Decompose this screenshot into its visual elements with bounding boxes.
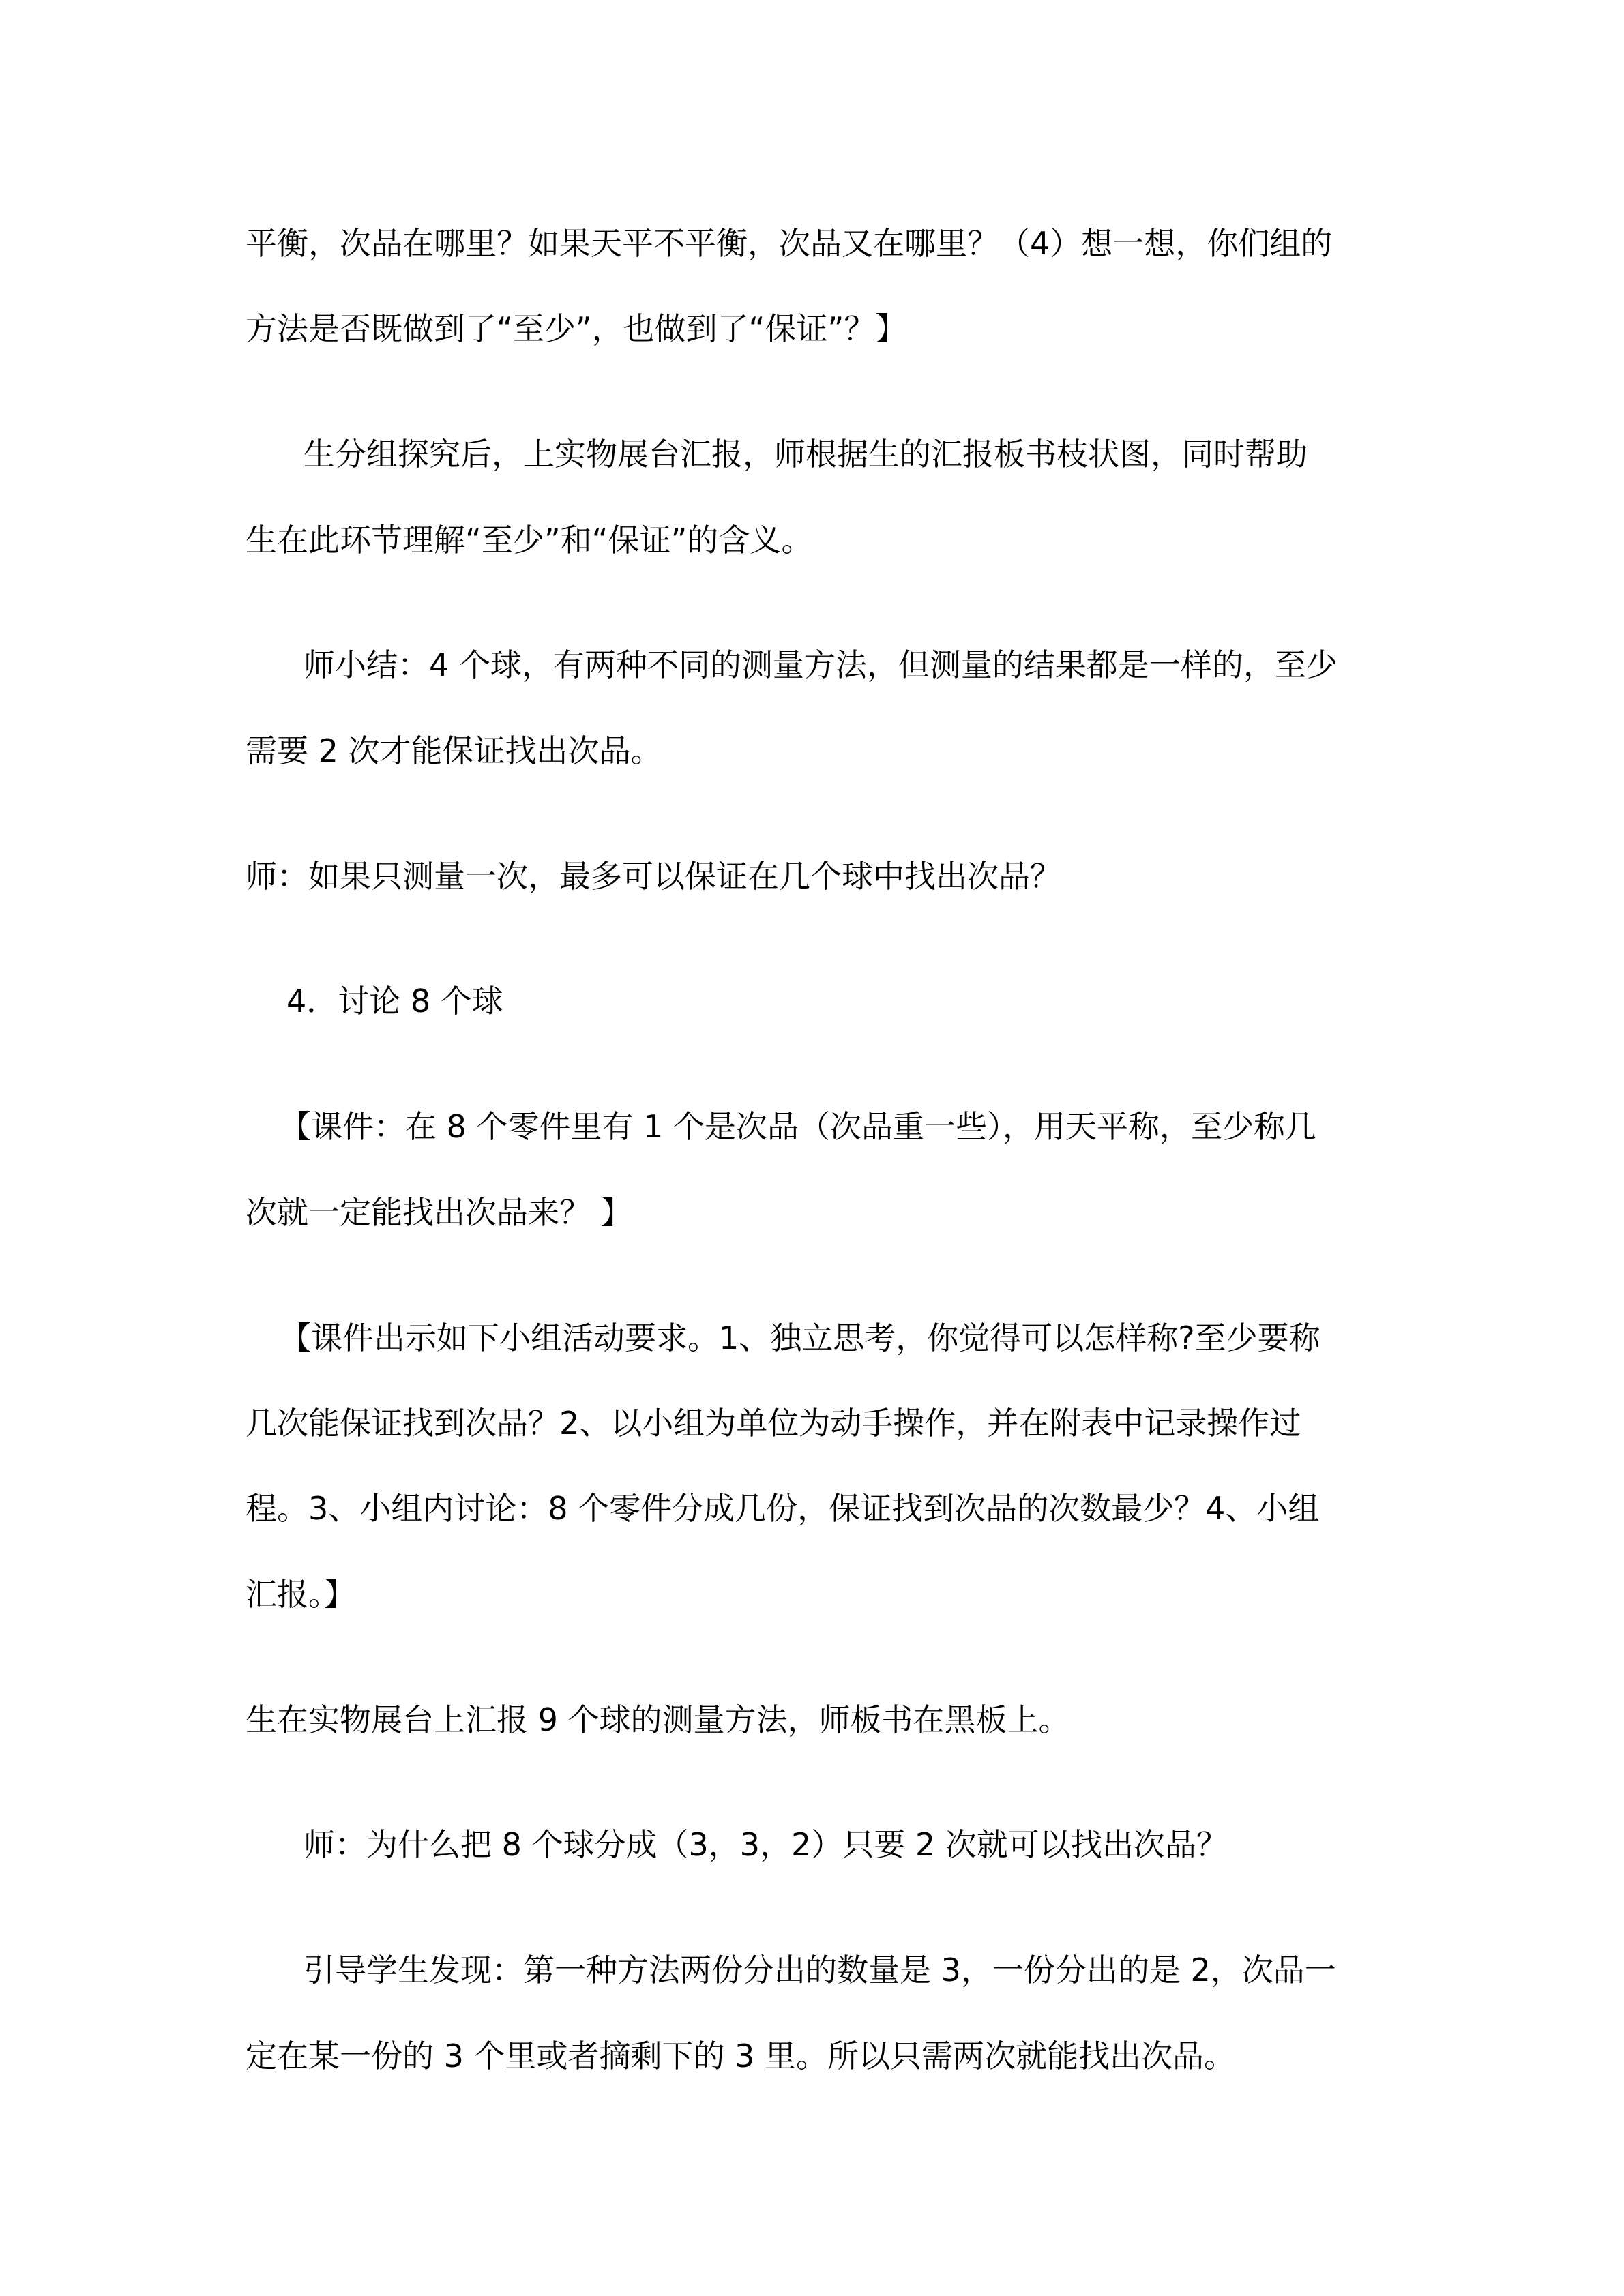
- text-line: 师：为什么把 8 个球分成（3，3，2）只要 2 次就可以找出次品？: [304, 1826, 1228, 1863]
- text-line: 师：如果只测量一次，最多可以保证在几个球中找出次品？: [246, 858, 1061, 895]
- text-line: 次就一定能找出次品来？ 】: [246, 1194, 632, 1231]
- text-line: 生在实物展台上汇报 9 个球的测量方法，师板书在黑板上。: [246, 1701, 1070, 1738]
- text-line: 师小结：4 个球，有两种不同的测量方法，但测量的结果都是一样的，至少: [304, 646, 1338, 683]
- text-line: 引导学生发现：第一种方法两份分出的数量是 3，一份分出的是 2，次品一: [304, 1952, 1336, 1988]
- text-line: 几次能保证找到次品？2、以小组为单位为动手操作，并在附表中记录操作过: [246, 1405, 1301, 1442]
- text-line: 程。3、小组内讨论：8 个零件分成几份，保证找到次品的次数最少？4、小组: [246, 1490, 1320, 1527]
- text-line: 方法是否既做到了“至少”，也做到了“保证”？】: [246, 310, 907, 347]
- text-line: 汇报。】: [246, 1576, 355, 1613]
- text-line: 需要 2 次才能保证找出次品。: [246, 732, 662, 769]
- text-line: 【课件出示如下小组活动要求。1、独立思考，你觉得可以怎样称?至少要称: [280, 1320, 1320, 1356]
- text-line: 生分组探究后，上实物展台汇报，师根据生的汇报板书枝状图，同时帮助: [304, 436, 1308, 473]
- text-line: 【课件：在 8 个零件里有 1 个是次品（次品重一些），用天平称，至少称几: [280, 1108, 1317, 1145]
- text-line: 生在此环节理解“至少”和“保证”的含义。: [246, 522, 813, 558]
- section-heading: 4．讨论 8 个球: [286, 983, 503, 1019]
- text-line: 定在某一份的 3 个里或者摘剩下的 3 里。所以只需两次就能找出次品。: [246, 2038, 1236, 2074]
- text-line: 平衡，次品在哪里？如果天平不平衡，次品又在哪里？（4）想一想，你们组的: [246, 225, 1333, 262]
